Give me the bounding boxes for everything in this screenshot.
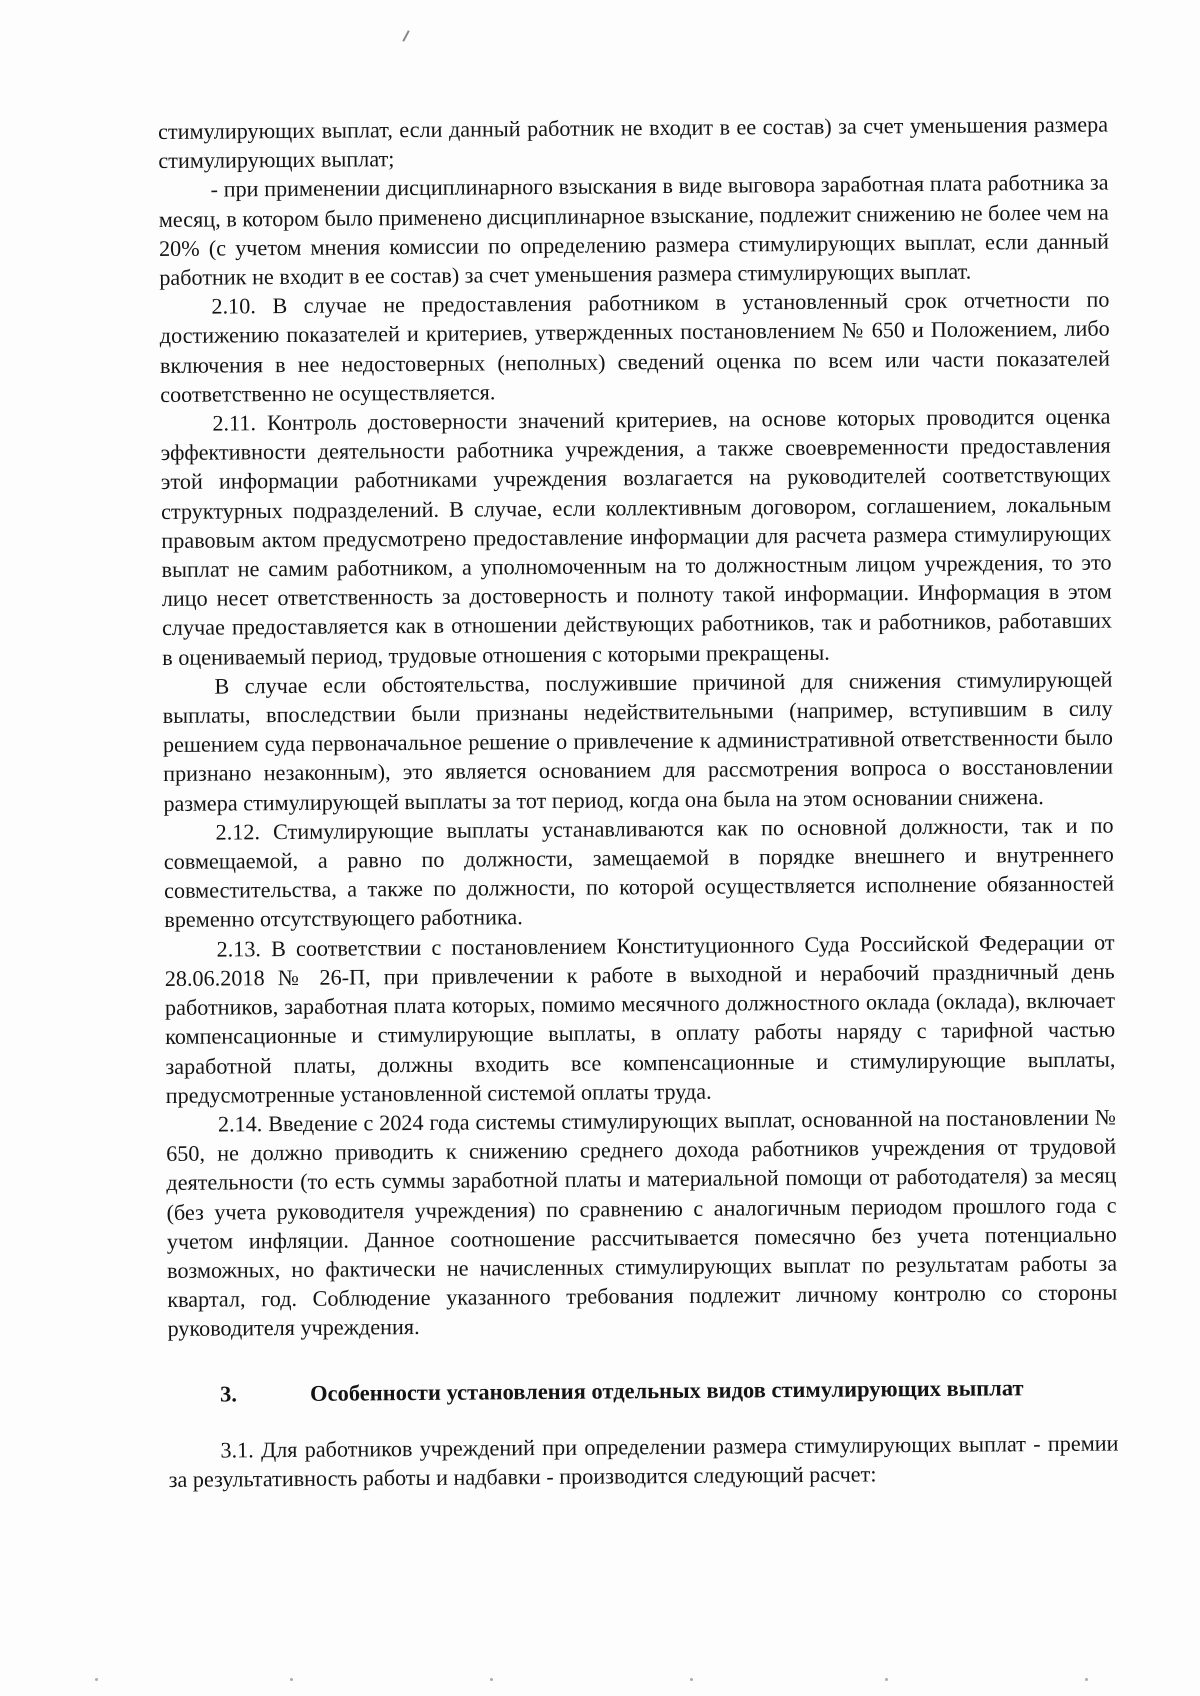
paragraph-disciplinary: - при применении дисциплинарного взыскания в виде выговора заработная плата работника за месяц, в котором было применено дисциплинарное взыскание, подлежит снижению не более чем на 20% (с учетом мнения комиссии по определению размера стимулирующих выплат, если данный работник не входит в ее состав) за счет уменьшения размера стимулирующих выплат. bbox=[158, 169, 1110, 291]
scan-dot bbox=[290, 1678, 293, 1681]
paragraph-2-13: 2.13. В соответствии с постановлением Конституционного Суда Российской Федерации от 28.06.2018 № 26-П, при привлечении к работе в выходной и нерабочий праздничный день работников, заработная плата которых, помимо месячного должностного оклада (оклада), включает компенсационные и стимулирующие выплаты, в оплату работы наряду с тарифной частью заработной платы, должны входить все компенсационные и стимулирующие выплаты, предусмотренные установленной системой оплаты труда. bbox=[164, 929, 1116, 1108]
paragraph-2-11: 2.11. Контроль достоверности значений критериев, на основе которых проводится оценка эффективности деятельности работника учреждения, а также своевременности предоставления этой информации работниками учреждения возлагается на руководителей соответствующих структурных подразделений. В случае, если коллективным договором, соглашением, локальным правовым актом предусмотрено предоставление информации для расчета размера стимулирующих выплат не самим работником, а уполномоченным на то должностным лицом учреждения, то это лицо несет ответственность за достоверность и полноту такой информации. Информация в этом случае предоставляется как в отношении действующих работников, так и работников, работавших в оцениваемый период, трудовые отношения с которыми прекращены. bbox=[160, 403, 1113, 670]
scan-dot bbox=[1085, 1678, 1088, 1681]
scan-mark bbox=[402, 30, 409, 42]
scan-dot bbox=[95, 1678, 98, 1681]
paragraph-2-12: 2.12. Стимулирующие выплаты устанавливаются как по основной должности, так и по совмещаемой, а равно по должности, замещаемой в порядке внешнего и внутреннего совместительства, а также по должности, по которой осуществляется исполнение обязанностей временно отсутствующего работника. bbox=[163, 812, 1115, 933]
scan-dot bbox=[885, 1678, 888, 1681]
paragraph-3-1: 3.1. Для работников учреждений при определении размера стимулирующих выплат - премии за результативность работы и надбавки - производится следующий расчет: bbox=[168, 1430, 1119, 1492]
section-heading bbox=[168, 1372, 1118, 1409]
scan-dot bbox=[690, 1678, 693, 1681]
document-body bbox=[158, 110, 1119, 1494]
section-number: 3. bbox=[219, 1380, 238, 1407]
paragraph-continuation: стимулирующих выплат, если данный работник не входит в ее состав) за счет уменьшения размера стимулирующих выплат; bbox=[158, 111, 1109, 174]
scan-dot bbox=[490, 1678, 493, 1681]
scan-bottom-edge bbox=[0, 1678, 1200, 1684]
paragraph-2-11-cont: В случае если обстоятельства, послужившие причиной для снижения стимулирующей выплаты, впоследствии были признаны недействительными (например, вступившим в силу решением суда первоначальное решение о привлечение к административной ответственности было признано незаконным), это является основанием для рассмотрения вопроса о восстановлении размера стимулирующей выплаты за тот период, когда она была на этом основании снижена. bbox=[162, 666, 1114, 816]
paragraph-2-10: 2.10. В случае не предоставления работником в установленный срок отчетности по достижению показателей и критериев, утвержденных постановлением № 650 и Положением, либо включения в нее недостоверных (неполных) сведений оценка по всем или части показателей соответственно не осуществляется. bbox=[159, 286, 1111, 407]
paragraph-2-14: 2.14. Введение с 2024 года системы стимулирующих выплат, основанной на постановлении № 650, не должно приводить к снижению среднего дохода работников учреждения от трудовой деятельности (то есть суммы заработной платы и материальной помощи от работодателя) за месяц (без учета руководителя учреждения) по сравнению с аналогичным периодом прошлого года с учетом инфляции. Данное соотношение рассчитывается помесячно без учета потенциально возможных, но фактически не начисленных стимулирующих выплат по результатам работы за квартал, год. Соблюдение указанного требования подлежит личному контролю со стороны руководителя учреждения. bbox=[166, 1104, 1118, 1342]
section-title: Особенности установления отдельных видов стимулирующих выплат bbox=[309, 1374, 1024, 1406]
